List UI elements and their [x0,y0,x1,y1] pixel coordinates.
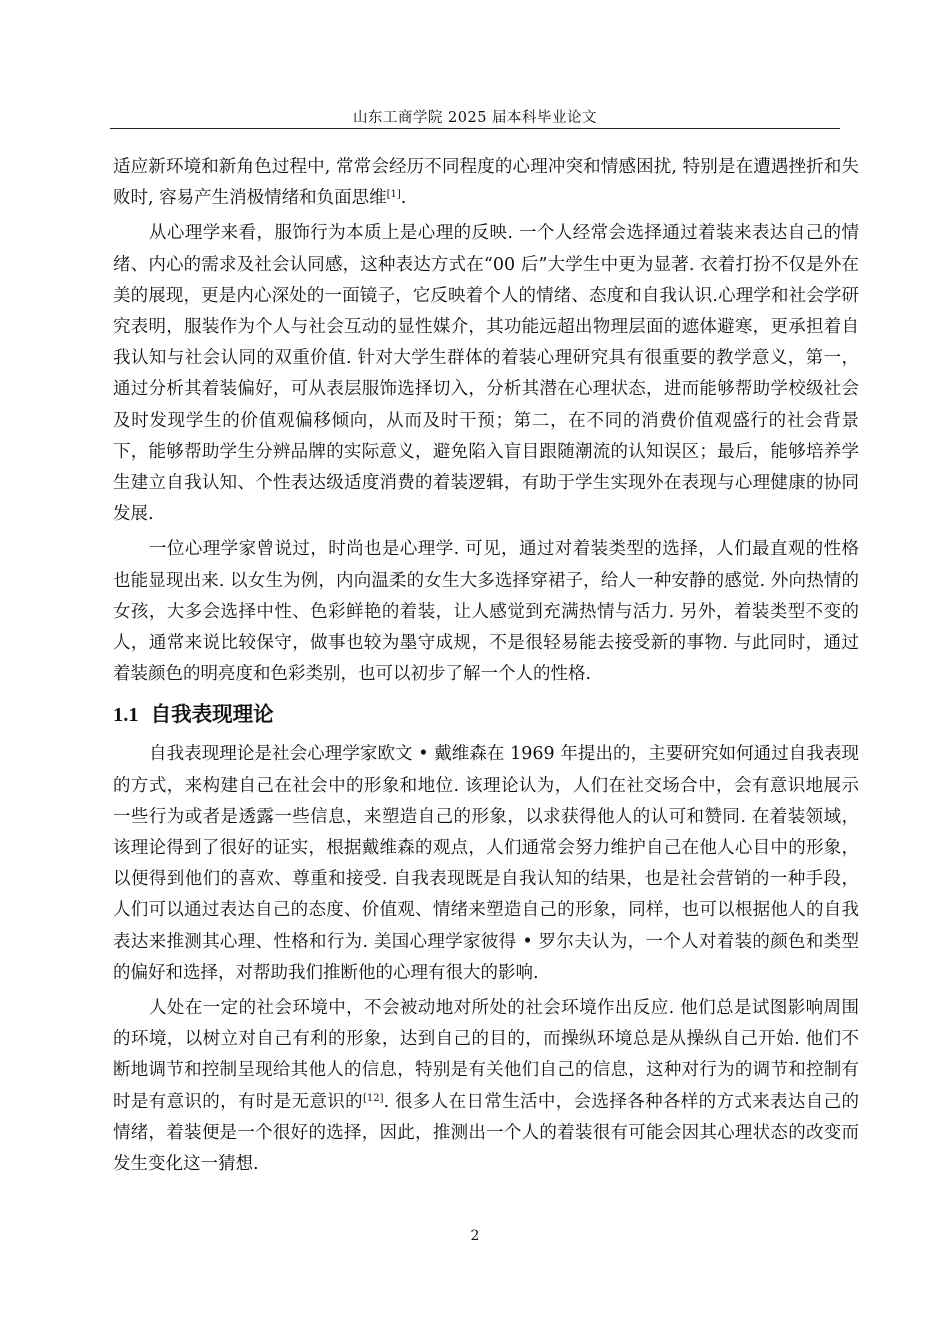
paragraph-1-tail: . [400,188,407,209]
paragraph-5-text: 人处在一定的社会环境中，不会被动地对所处的社会环境作出反应. 他们总是试图影响周围的环境，以树立对自己有利的形象，达到自己的目的，而操纵环境总是从操纵自己开始. 他们不断地调节和控制呈现给其他人的信息，特别是有关他们自己的信息，这种对行为的调节和控制有时是有意识的，有时是无意识的 [113,998,859,1112]
paragraph-1 [113,152,859,214]
citation-1: [1] [386,189,401,201]
paragraph-3: 一位心理学家曾说过，时尚也是心理学. 可见，通过对着装类型的选择，人们最直观的性格也能显现出来. 以女生为例，内向温柔的女生大多选择穿裙子，给人一种安静的感觉. 外向热情的女孩，大多会选择中性、色彩鲜艳的着装，让人感觉到充满热情与活力. 另外，着装类型不变的人，通常来说比较保守，做事也较为墨守成规，不是很轻易能去接受新的事物. 与此同时，通过着装颜色的明亮度和色彩类别，也可以初步了解一个人的性格. [113,539,859,685]
page-number: 2 [470,1228,480,1244]
paragraph-2: 从心理学来看，服饰行为本质上是心理的反映. 一个人经常会选择通过着装来表达自己的情绪、内心的需求及社会认同感，这种表达方式在“00 后”大学生中更为显著. 衣着打扮不仅是外在美的展现，更是内心深处的一面镜子，它反映着个人的情绪、态度和自我认识.心理学和社会学研究表明，服装作为个人与社会互动的显性媒介，其功能远超出物理层面的遮体避寒，更承担着自我认知与社会认同的双重价值. 针对大学生群体的着装心理研究具有很重要的教学意义，第一，通过分析其着装偏好，可从表层服饰选择切入，分析其潜在心理状态，进而能够帮助学校级社会及时发现学生的价值观偏移倾向，从而及时干预；第二，在不同的消费价值观盛行的社会背景下，能够帮助学生分辨品牌的实际意义，避免陷入盲目跟随潮流的认知误区；最后，能够培养学生建立自我认知、个性表达级适度消费的着装逻辑，有助于学生实现外在表现与心理健康的协同发展. [113,223,859,525]
paragraph-1-text: 适应新环境和新角色过程中, 常常会经历不同程度的心理冲突和情感困扰, 特别是在遭遇挫折和失败时, 容易产生消极情绪和负面思维 [113,157,859,209]
paragraph-5-tail: . 很多人在日常生活中，会选择各种各样的方式来表达自己的情绪，着装便是一个很好的选择，因此，推测出一个人的着装很有可能会因其心理状态的改变而发生变化这一猜想. [113,1091,860,1175]
paragraph-5 [113,993,859,1180]
page-header: 山东工商学院 2025 届本科毕业论文 [352,110,598,126]
section-title: 自我表现理论 [150,702,274,727]
document-body [113,152,859,1180]
citation-12: [12] [363,1092,384,1104]
section-heading [113,698,859,731]
header-rule [110,128,840,129]
paragraph-4: 自我表现理论是社会心理学家欧文 • 戴维森在 1969 年提出的，主要研究如何通过自我表现的方式，来构建自己在社会中的形象和地位. 该理论认为，人们在社交场合中，会有意识地展示一些行为或者是透露一些信息，来塑造自己的形象，以求获得他人的认可和赞同. 在着装领域，该理论得到了很好的证实，根据戴维森的观点，人们通常会努力维护自己在他人心目中的形象，以便得到他们的喜欢、尊重和接受. 自我表现既是自我认知的结果，也是社会营销的一种手段，人们可以通过表达自己的态度、价值观、情绪来塑造自己的形象，同样，也可以根据他人的自我表达来推测其心理、性格和行为. 美国心理学家彼得 • 罗尔夫认为，一个人对着装的颜色和类型的偏好和选择，对帮助我们推断他的心理有很大的影响. [113,744,859,983]
section-number: 1.1 [113,704,139,727]
